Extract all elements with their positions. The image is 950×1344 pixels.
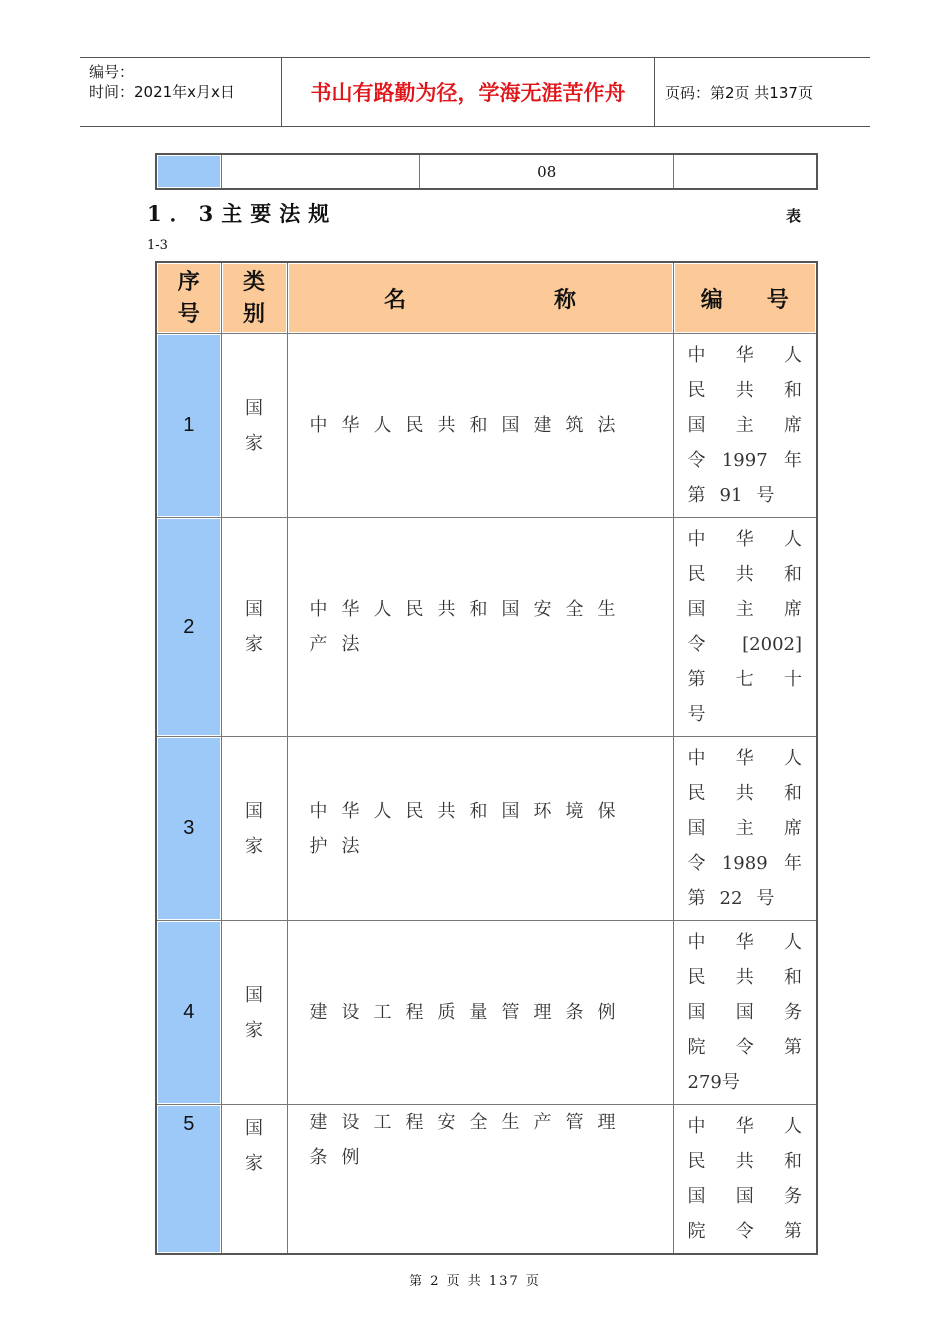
header-code	[673, 262, 817, 334]
header-category	[221, 262, 287, 334]
row-code: 中 华 人 民 共 和 国 主 席 令 [2002] 第 七 十 号	[673, 518, 817, 737]
table-cell	[156, 154, 221, 189]
header-seq-bottom: 号	[177, 301, 200, 327]
page-header	[80, 57, 870, 127]
table-row	[156, 737, 817, 921]
row-seq: 5	[156, 1105, 221, 1255]
header-name-right: 称	[553, 286, 576, 313]
row-name: 中华人民共和国安全生产法	[287, 518, 673, 737]
header-seq-top: 序	[177, 269, 200, 295]
row-category	[221, 334, 287, 518]
row-seq: 2	[156, 518, 221, 737]
header-category-bottom: 别	[242, 301, 265, 327]
row-category	[221, 921, 287, 1105]
category-char: 家	[245, 1153, 263, 1174]
header-motto: 书山有路勤为径，学海无涯苦作舟	[281, 58, 655, 126]
section-title: 1．3主要法规	[147, 201, 338, 226]
document-number-label: 编号：	[89, 63, 135, 81]
header-page-label: 页码：第2页 共137页	[665, 83, 813, 102]
category-char: 国	[245, 984, 263, 1006]
previous-table-fragment	[155, 153, 818, 190]
row-seq: 1	[156, 334, 221, 518]
row-category	[221, 1105, 287, 1255]
row-name: 建设工程安全生产管理条例	[287, 1105, 673, 1255]
table-row	[156, 921, 817, 1105]
table-row	[156, 518, 817, 737]
category-char: 国	[245, 800, 263, 822]
row-code: 中 华 人 民 共 和 国 国 务 院 令 第	[673, 1105, 817, 1255]
row-name: 中华人民共和国环境保护法	[287, 737, 673, 921]
row-code: 中 华 人 民 共 和 国 主 席 令 1997 年 第 91 号	[673, 334, 817, 518]
row-name: 建设工程质量管理条例	[287, 921, 673, 1105]
table-row	[156, 1105, 817, 1255]
row-code: 中 华 人 民 共 和 国 主 席 令 1989 年 第 22 号	[673, 737, 817, 921]
table-cell	[221, 154, 419, 189]
table-number: 1-3	[147, 238, 168, 253]
table-cell-value: 08	[420, 154, 674, 189]
table-row	[156, 334, 817, 518]
row-category	[221, 518, 287, 737]
row-code: 中 华 人 民 共 和 国 国 务 院 令 第 279号	[673, 921, 817, 1105]
header-name-left: 名	[383, 286, 406, 313]
category-char: 家	[245, 835, 263, 857]
category-char: 家	[245, 1019, 263, 1041]
page-footer: 第 2 页 共 137 页	[409, 1274, 541, 1289]
category-char: 家	[245, 634, 263, 655]
table-header-row	[156, 262, 817, 334]
header-name	[287, 262, 673, 334]
row-category	[221, 737, 287, 921]
header-category-top: 类	[242, 269, 265, 295]
category-char: 国	[245, 599, 263, 620]
regulations-table	[155, 261, 818, 1255]
header-seq	[156, 262, 221, 334]
table-caption-word: 表	[786, 207, 802, 225]
category-char: 国	[245, 397, 263, 419]
document-time-label: 时间：2021年x月x日	[89, 83, 235, 101]
row-name: 中华人民共和国建筑法	[287, 334, 673, 518]
row-seq: 3	[156, 737, 221, 921]
header-code-right: 号	[766, 286, 789, 313]
header-meta	[80, 58, 281, 126]
table-cell	[674, 154, 817, 189]
table-row	[156, 154, 817, 189]
header-code-left: 编	[700, 286, 723, 313]
row-seq: 4	[156, 921, 221, 1105]
category-char: 国	[245, 1118, 263, 1139]
category-char: 家	[245, 432, 263, 454]
